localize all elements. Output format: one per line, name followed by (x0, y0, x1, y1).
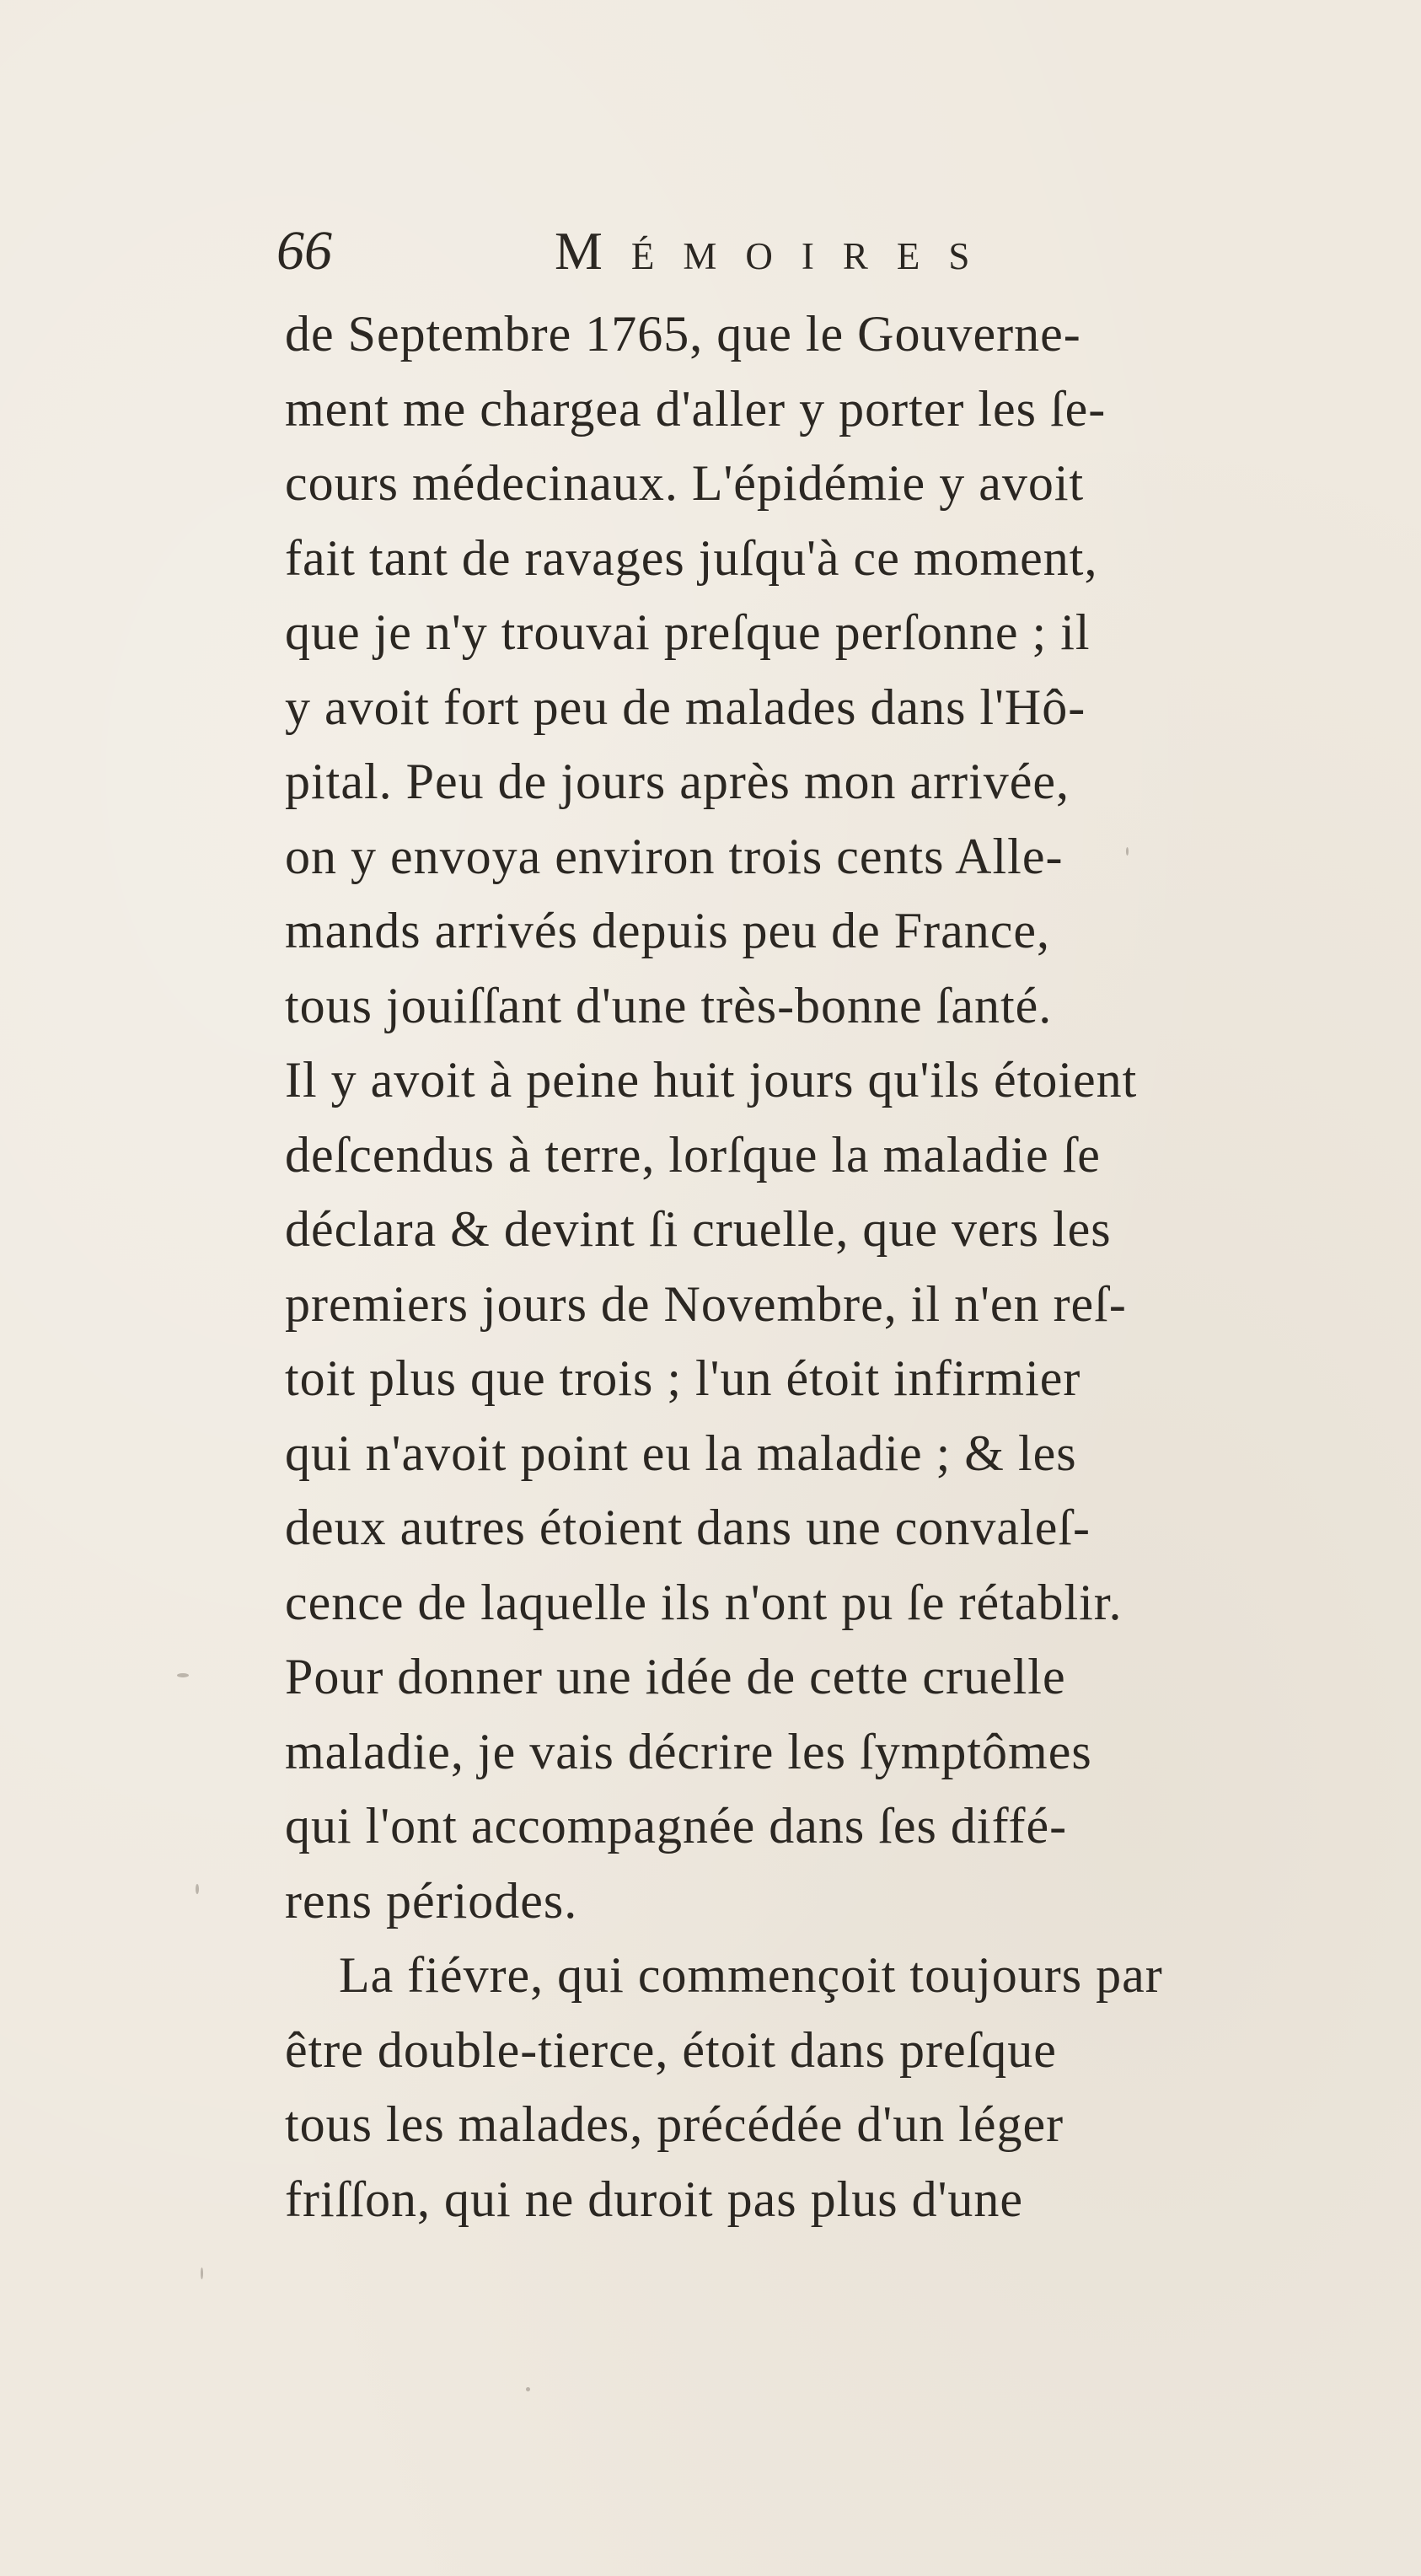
paper-speck (201, 2267, 203, 2279)
text-line: qui l'ont accompagnée dans ſes diffé- (285, 1798, 1068, 1854)
text-line: fait tant de ravages juſqu'à ce moment, (285, 529, 1098, 586)
text-line: toit plus que trois ; l'un étoit infirmier (285, 1350, 1081, 1406)
text-line: Pour donner une idée de cette cruelle (285, 1649, 1066, 1704)
text-line: Il y avoit à peine huit jours qu'ils étoient (285, 1052, 1138, 1108)
text-line: tous jouiſſant d'une très-bonne ſanté. (285, 977, 1053, 1033)
text-line: mands arrivés depuis peu de France, (285, 903, 1051, 958)
text-line: deux autres étoient dans une convaleſ- (285, 1500, 1091, 1555)
text-line: qui n'avoit point eu la maladie ; & les (285, 1425, 1077, 1481)
text-line: y avoit fort peu de malades dans l'Hô- (285, 679, 1086, 735)
paper-speck (177, 1673, 189, 1677)
text-line: on y envoya environ trois cents Alle- (285, 828, 1064, 884)
text-line: pital. Peu de jours après mon arrivée, (285, 754, 1070, 809)
text-line: maladie, je vais décrire les ſymptômes (285, 1723, 1092, 1779)
text-line: premiers jours de Novembre, il n'en reſ- (285, 1275, 1127, 1332)
text-line: friſſon, qui ne duroit pas plus d'une (285, 2171, 1024, 2227)
text-line: que je n'y trouvai preſque perſonne ; il (285, 604, 1091, 660)
paper-speck (526, 2387, 530, 2391)
text-line: cours médecinaux. L'épidémie y avoit (285, 455, 1085, 511)
text-line: déclara & devint ſi cruelle, que vers les (285, 1201, 1112, 1257)
text-line: deſcendus à terre, lorſque la maladie ſe (285, 1126, 1101, 1183)
text-line: tous les malades, précédée d'un léger (285, 2096, 1064, 2152)
page-number: 66 (276, 220, 332, 282)
text-line: ment me chargea d'aller y porter les ſe- (285, 380, 1107, 437)
text-line: être double-tierce, étoit dans preſque (285, 2021, 1057, 2078)
running-title: Mémoires (555, 221, 999, 281)
paper-speck (196, 1884, 199, 1894)
page-header (276, 209, 1372, 293)
text-line: rens périodes. (285, 1872, 578, 1929)
text-line: de Septembre 1765, que le Gouverne- (285, 306, 1081, 362)
text-line: cence de laquelle ils n'ont pu ſe rétablir. (285, 1574, 1123, 1630)
body-text (285, 297, 1338, 2236)
text-line: La fiévre, qui commençoit toujours par (339, 1947, 1163, 2003)
paper-speck (1126, 847, 1129, 856)
